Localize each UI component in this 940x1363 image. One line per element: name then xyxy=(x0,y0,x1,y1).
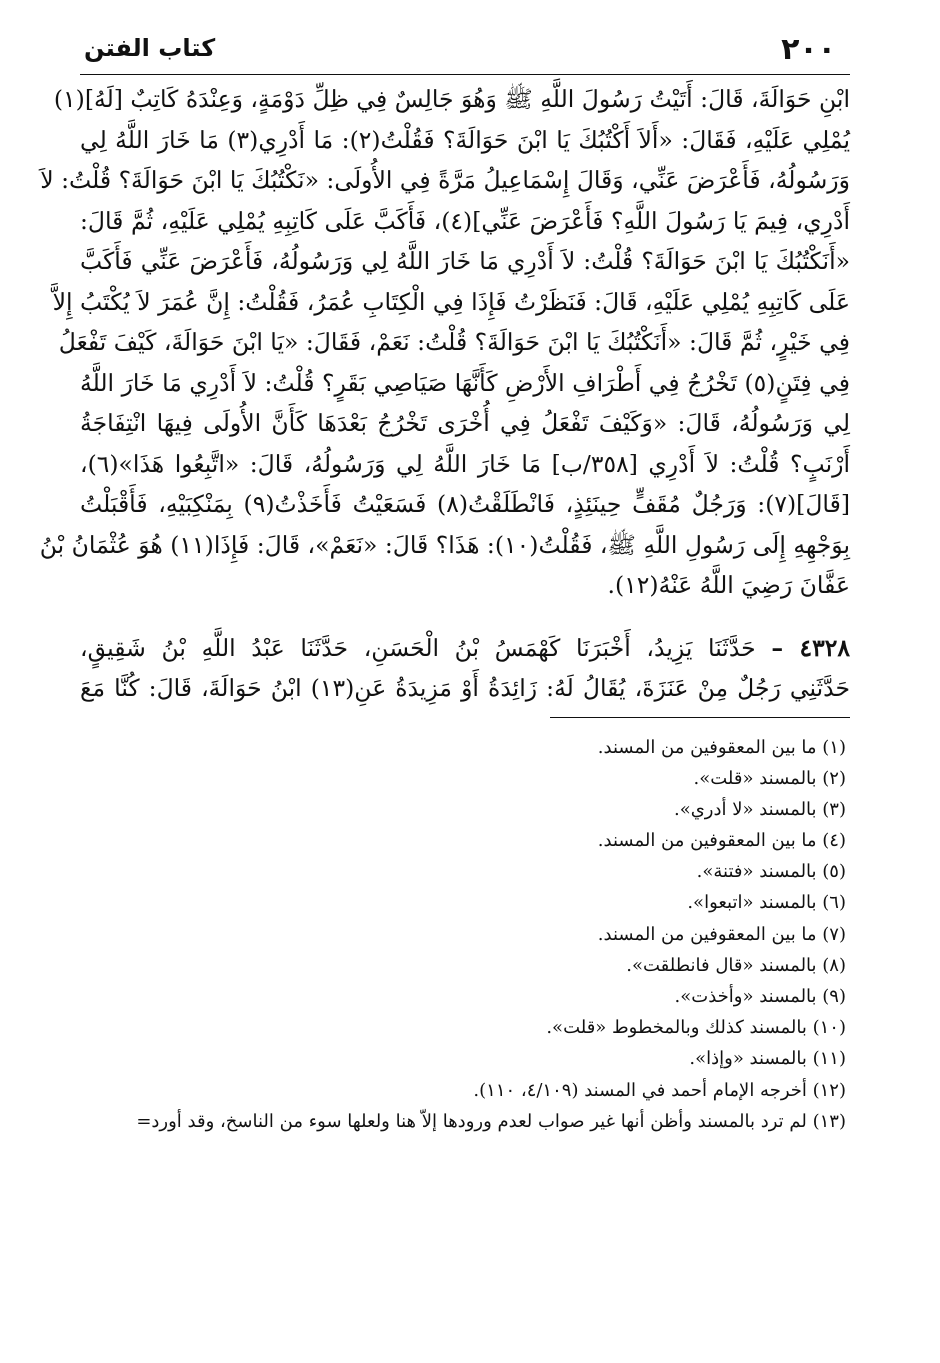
text-line: فِي خَيْرٍ، ثُمَّ قَالَ: «أَنَكْتُبُكَ يَا ابْنَ حَوَالَةَ؟ قُلْتُ: نَعَمْ، فَقَالَ: «يَا ابْنَ حَوَالَةَ، كَيْفَ تَفْعَلُ xyxy=(58,328,850,356)
footnote: (١٢) أخرجه الإمام أحمد في المسند (٤/١٠٩، ١١٠). xyxy=(473,1079,846,1101)
text-line: أَدْرِي، فِيمَ يَا رَسُولَ اللَّهِ؟ فَأَعْرَضَ عَنِّي](٤)، فَأَكَبَّ عَلَى كَاتِبِهِ يُمْلِي عَلَيْهِ، ثُمَّ قَالَ: xyxy=(80,206,850,235)
page-header xyxy=(80,30,850,75)
main-text xyxy=(39,79,850,606)
footnotes xyxy=(80,732,850,1137)
hadith-4328 xyxy=(80,628,850,709)
text-line: ابْنِ حَوَالَةَ، قَالَ: أَتَيْتُ رَسُولَ اللَّهِ ﷺ وَهُوَ جَالِسٌ فِي ظِلِّ دَوْمَةٍ، وَعِنْدَهُ كَاتِبٌ [لَهُ](١) xyxy=(53,85,850,113)
footnote: (٨) بالمسند «قال فانطلقت». xyxy=(626,954,846,976)
footnote: (٦) بالمسند «اتبعوا». xyxy=(687,892,846,914)
text-line: فِي فِتَنٍ(٥) تَخْرُجُ فِي أَطْرَافِ الأَرْضِ كَأَنَّهَا صَيَاصِي بَقَرٍ؟ قُلْتُ: لاَ أَدْرِي مَا خَارَ اللَّهُ xyxy=(80,368,850,397)
footnote: (١٠) بالمسند كذلك وبالمخطوط «قلت». xyxy=(546,1017,846,1039)
footnote: (٢) بالمسند «قلت». xyxy=(693,767,846,789)
hadith-number: ٤٣٢٨ – xyxy=(771,633,850,662)
text-line: [قَالَ](٧): وَرَجُلٌ مُقَفٍّ حِينَئِذٍ، فَانْطَلَقْتُ(٨) فَسَعَيْتُ فَأَخَذْتُ(٩) بِمَنْكِبَيْهِ، فَأَقْبَلْتُ xyxy=(80,490,850,518)
hadith-line-text: حَدَّثَنَا يَزِيدُ، أَخْبَرَنَا كَهْمَسُ بْنُ الْحَسَنِ، حَدَّثَنَا عَبْدُ اللَّهِ بْنُ شَقِيقٍ، xyxy=(80,633,756,662)
footnote: (٩) بالمسند «وأخذت». xyxy=(674,986,846,1007)
footnote: (١٣) لم ترد بالمسند وأظن أنها غير صواب لعدم ورودها إلاّ هنا ولعلها سوء من الناسخ، وقد أورد= xyxy=(136,1110,846,1132)
footnote: (٧) ما بين المعقوفين من المسند. xyxy=(597,923,846,945)
footnote-divider xyxy=(550,717,850,718)
footnote: (٤) ما بين المعقوفين من المسند. xyxy=(597,830,846,852)
footnote: (١١) بالمسند «وإذا». xyxy=(689,1048,846,1070)
text-line: بِوَجْهِهِ إِلَى رَسُولِ اللَّهِ ﷺ، فَقُلْتُ(١٠): هَذَا؟ قَالَ: «نَعَمْ»، قَالَ: فَإِذَا(١١) هُوَ عُثْمَانُ بْنُ xyxy=(39,530,850,559)
text-line: وَرَسُولُهُ، فَأَعْرَضَ عَنِّي، وَقَالَ إِسْمَاعِيلُ مَرَّةً فِي الأُولَى: «نَكْتُبُكَ يَا ابْنَ حَوَالَةَ؟ قُلْتُ: لاَ xyxy=(40,166,850,194)
text-line: «أَنَكْتُبُكَ يَا ابْنَ حَوَالَةَ؟ قُلْتُ: لاَ أَدْرِي مَا خَارَ اللَّهُ لِي وَرَسُولُهُ، فَأَعْرَضَ عَنِّي فَأَكَبَّ xyxy=(80,247,850,275)
hadith-first-line xyxy=(80,628,850,669)
footnote: (١) ما بين المعقوفين من المسند. xyxy=(597,736,846,758)
text-line: يُمْلِي عَلَيْهِ، فَقَالَ: «أَلاَ أَكْتُبُكَ يَا ابْنَ حَوَالَةَ؟ فَقُلْتُ(٢): مَا أَدْرِي(٣) مَا خَارَ اللَّهُ لِي xyxy=(80,125,850,154)
book-title: كتاب الفتن xyxy=(84,34,216,62)
footnote: (٥) بالمسند «فتنة». xyxy=(696,861,846,883)
text-line: عَلَى كَاتِبِهِ يُمْلِي عَلَيْهِ، قَالَ: فَنَظَرْتُ فَإِذَا فِي الْكِتَابِ عُمَرُ، فَقُلْتُ: إِنَّ عُمَرَ لاَ يُكْتَبُ إِلاَّ xyxy=(52,287,850,316)
page-number: ٢٠٠ xyxy=(781,32,836,67)
footnote: (٣) بالمسند «لا أدري». xyxy=(673,798,846,820)
text-line: عَفَّانَ رَضِيَ اللَّهُ عَنْهُ(١٢). xyxy=(607,571,850,599)
text-line: أَرْنَبٍ؟ قُلْتُ: لاَ أَدْرِي [٣٥٨/ب] مَا خَارَ اللَّهُ لِي وَرَسُولُهُ، قَالَ: «اتَّبِعُوا هَذَا»(٦)، xyxy=(80,449,850,478)
book-page xyxy=(39,30,850,1340)
text-line: لِي وَرَسُولُهُ، قَالَ: «وَكَيْفَ تَفْعَلُ فِي أُخْرَى تَخْرُجُ بَعْدَهَا كَأَنَّ الأُولَى فِيهَا انْتِفَاجَةُ xyxy=(80,409,850,437)
hadith-line: حَدَّثَنِي رَجُلٌ مِنْ عَنَزَةَ، يُقَالُ لَهُ: زَائِدَةُ أَوْ مَزِيدَةُ عَنِ(١٣) ابْنُ حَوَالَةَ، قَالَ: كُنَّا مَعَ xyxy=(80,674,850,702)
